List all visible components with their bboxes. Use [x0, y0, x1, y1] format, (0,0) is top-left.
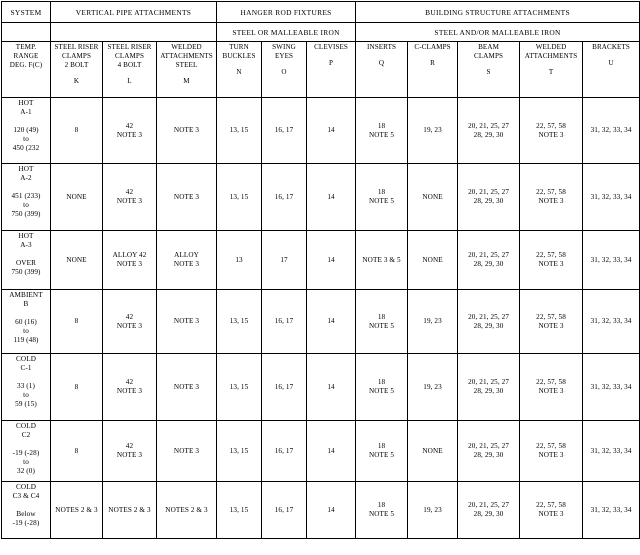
cell-brackets: 31, 32, 33, 34: [583, 290, 640, 354]
cell-welded-attachments: 22, 57, 58 NOTE 3: [520, 290, 583, 354]
cell-beam-clamps: 20, 21, 25, 27 28, 29, 30: [458, 98, 520, 164]
table-row: [2, 354, 640, 421]
cell-steel-riser-4-bolt: 42 NOTE 3: [103, 98, 157, 164]
cell-inserts: 18 NOTE 5: [356, 421, 408, 482]
column-code-letter: O: [281, 68, 287, 76]
cell-clevises: 14: [307, 354, 356, 421]
system-cell: COLD C-1 33 (1) to 59 (15): [2, 354, 51, 421]
cell-c-clamps: 19, 23: [408, 98, 458, 164]
system-cell: COLD C3 & C4 Below -19 (-28): [2, 482, 51, 539]
cell-turn-buckles: 13, 15: [217, 421, 262, 482]
cell-c-clamps: NONE: [408, 164, 458, 231]
column-header-steel-riser-2-bolt: [51, 42, 103, 98]
column-title: INSERTS: [367, 43, 397, 51]
cell-swing-eyes: 16, 17: [262, 164, 307, 231]
column-header-row: [2, 42, 640, 98]
cell-steel-riser-2-bolt: 8: [51, 354, 103, 421]
cell-clevises: 14: [307, 231, 356, 290]
cell-turn-buckles: 13: [217, 231, 262, 290]
cell-brackets: 31, 32, 33, 34: [583, 98, 640, 164]
table-row: [2, 421, 640, 482]
cell-steel-riser-4-bolt: 42 NOTE 3: [103, 354, 157, 421]
cell-steel-riser-4-bolt: 42 NOTE 3: [103, 164, 157, 231]
cell-c-clamps: NONE: [408, 421, 458, 482]
cell-steel-riser-2-bolt: NOTES 2 & 3: [51, 482, 103, 539]
column-code-letter: L: [127, 77, 132, 85]
cell-steel-riser-4-bolt: NOTES 2 & 3: [103, 482, 157, 539]
cell-swing-eyes: 16, 17: [262, 290, 307, 354]
cell-swing-eyes: 17: [262, 231, 307, 290]
cell-beam-clamps: 20, 21, 25, 27 28, 29, 30: [458, 421, 520, 482]
column-title: STEEL RISER CLAMPS 4 BOLT: [107, 43, 152, 69]
column-title: WELDED ATTACHMENTS: [524, 43, 578, 60]
cell-inserts: 18 NOTE 5: [356, 290, 408, 354]
cell-welded-attachments: 22, 57, 58 NOTE 3: [520, 421, 583, 482]
cell-steel-riser-2-bolt: NONE: [51, 231, 103, 290]
column-code-letter: P: [329, 59, 334, 67]
system-cell: HOT A-2 451 (233) to 750 (399): [2, 164, 51, 231]
cell-c-clamps: 19, 23: [408, 482, 458, 539]
column-title: CLEVISES: [314, 43, 348, 51]
column-header-temp-range: [2, 42, 51, 98]
column-code-letter: T: [548, 68, 554, 76]
material-header-row: [2, 23, 640, 42]
cell-beam-clamps: 20, 21, 25, 27 28, 29, 30: [458, 290, 520, 354]
hanger-rod-header: HANGER ROD FIXTURES: [217, 2, 356, 23]
cell-swing-eyes: 16, 17: [262, 354, 307, 421]
cell-brackets: 31, 32, 33, 34: [583, 164, 640, 231]
cell-welded-attachments: 22, 57, 58 NOTE 3: [520, 98, 583, 164]
cell-inserts: 18 NOTE 5: [356, 164, 408, 231]
column-code-letter: K: [73, 77, 80, 85]
cell-steel-riser-2-bolt: 8: [51, 421, 103, 482]
cell-turn-buckles: 13, 15: [217, 164, 262, 231]
cell-c-clamps: NONE: [408, 231, 458, 290]
column-header-welded-attachments-steel: [157, 42, 217, 98]
cell-steel-riser-4-bolt: 42 NOTE 3: [103, 290, 157, 354]
cell-beam-clamps: 20, 21, 25, 27 28, 29, 30: [458, 231, 520, 290]
column-title: C-CLAMPS: [414, 43, 451, 51]
cell-turn-buckles: 13, 15: [217, 482, 262, 539]
cell-inserts: 18 NOTE 5: [356, 354, 408, 421]
column-title: TEMP. RANGE DEG. F(C): [9, 43, 43, 69]
cell-inserts: NOTE 3 & 5: [356, 231, 408, 290]
cell-steel-riser-2-bolt: NONE: [51, 164, 103, 231]
vertical-pipe-spacer-cell: [51, 23, 217, 42]
column-header-beam-clamps: [458, 42, 520, 98]
cell-steel-riser-2-bolt: 8: [51, 98, 103, 164]
cell-inserts: 18 NOTE 5: [356, 482, 408, 539]
table-row: [2, 164, 640, 231]
cell-welded-attachments-steel: NOTE 3: [157, 164, 217, 231]
column-title: WELDED ATTACHMENTS STEEL: [160, 43, 213, 69]
cell-c-clamps: 19, 23: [408, 290, 458, 354]
cell-welded-attachments-steel: ALLOY NOTE 3: [157, 231, 217, 290]
cell-brackets: 31, 32, 33, 34: [583, 482, 640, 539]
vertical-pipe-header: VERTICAL PIPE ATTACHMENTS: [51, 2, 217, 23]
column-header-clevises: [307, 42, 356, 98]
table-row: [2, 290, 640, 354]
system-spacer-cell: [2, 23, 51, 42]
cell-swing-eyes: 16, 17: [262, 98, 307, 164]
cell-brackets: 31, 32, 33, 34: [583, 354, 640, 421]
cell-inserts: 18 NOTE 5: [356, 98, 408, 164]
cell-brackets: 31, 32, 33, 34: [583, 231, 640, 290]
attachments-table: [1, 1, 640, 539]
column-code-letter: S: [486, 68, 491, 76]
system-cell: COLD C2 -19 (-28) to 32 (0): [2, 421, 51, 482]
table-body: [2, 98, 640, 539]
column-code-letter: R: [430, 59, 435, 67]
cell-beam-clamps: 20, 21, 25, 27 28, 29, 30: [458, 354, 520, 421]
cell-welded-attachments-steel: NOTE 3: [157, 98, 217, 164]
cell-welded-attachments-steel: NOTE 3: [157, 354, 217, 421]
column-header-welded-attachments: [520, 42, 583, 98]
cell-welded-attachments: 22, 57, 58 NOTE 3: [520, 164, 583, 231]
cell-clevises: 14: [307, 482, 356, 539]
building-structure-header: BUILDING STRUCTURE ATTACHMENTS: [356, 2, 640, 23]
cell-c-clamps: 19, 23: [408, 354, 458, 421]
steel-and-or-malleable-label: STEEL AND/OR MALLEABLE IRON: [356, 23, 640, 42]
cell-clevises: 14: [307, 290, 356, 354]
column-title: BEAM CLAMPS: [474, 43, 504, 60]
cell-welded-attachments-steel: NOTE 3: [157, 421, 217, 482]
cell-steel-riser-2-bolt: 8: [51, 290, 103, 354]
cell-clevises: 14: [307, 98, 356, 164]
column-title: BRACKETS: [592, 43, 630, 51]
cell-welded-attachments: 22, 57, 58 NOTE 3: [520, 482, 583, 539]
cell-welded-attachments: 22, 57, 58 NOTE 3: [520, 231, 583, 290]
column-code-letter: N: [236, 68, 242, 76]
cell-steel-riser-4-bolt: 42 NOTE 3: [103, 421, 157, 482]
system-header: SYSTEM: [2, 2, 51, 23]
cell-swing-eyes: 16, 17: [262, 421, 307, 482]
cell-beam-clamps: 20, 21, 25, 27 28, 29, 30: [458, 164, 520, 231]
system-cell: AMBIENT B 60 (16) to 119 (48): [2, 290, 51, 354]
column-code-letter: Q: [378, 59, 385, 67]
cell-turn-buckles: 13, 15: [217, 290, 262, 354]
cell-welded-attachments: 22, 57, 58 NOTE 3: [520, 354, 583, 421]
column-header-c-clamps: [408, 42, 458, 98]
cell-swing-eyes: 16, 17: [262, 482, 307, 539]
cell-welded-attachments-steel: NOTE 3: [157, 290, 217, 354]
column-header-brackets: [583, 42, 640, 98]
cell-brackets: 31, 32, 33, 34: [583, 421, 640, 482]
table-row: [2, 482, 640, 539]
column-header-inserts: [356, 42, 408, 98]
table-row: [2, 98, 640, 164]
system-cell: HOT A-3 OVER 750 (399): [2, 231, 51, 290]
column-code-letter: M: [183, 77, 190, 85]
cell-turn-buckles: 13, 15: [217, 354, 262, 421]
system-cell: HOT A-1 120 (49) to 450 (232: [2, 98, 51, 164]
column-title: TURN BUCKLES: [222, 43, 256, 60]
column-title: SWING EYES: [272, 43, 296, 60]
cell-turn-buckles: 13, 15: [217, 98, 262, 164]
cell-beam-clamps: 20, 21, 25, 27 28, 29, 30: [458, 482, 520, 539]
column-header-swing-eyes: [262, 42, 307, 98]
cell-steel-riser-4-bolt: ALLOY 42 NOTE 3: [103, 231, 157, 290]
group-header-row: [2, 2, 640, 23]
column-code-letter: U: [608, 59, 614, 67]
column-header-steel-riser-4-bolt: [103, 42, 157, 98]
steel-malleable-label: STEEL OR MALLEABLE IRON: [217, 23, 356, 42]
cell-welded-attachments-steel: NOTES 2 & 3: [157, 482, 217, 539]
column-title: STEEL RISER CLAMPS 2 BOLT: [54, 43, 99, 69]
cell-clevises: 14: [307, 164, 356, 231]
column-header-turn-buckles: [217, 42, 262, 98]
table-row: [2, 231, 640, 290]
cell-clevises: 14: [307, 421, 356, 482]
